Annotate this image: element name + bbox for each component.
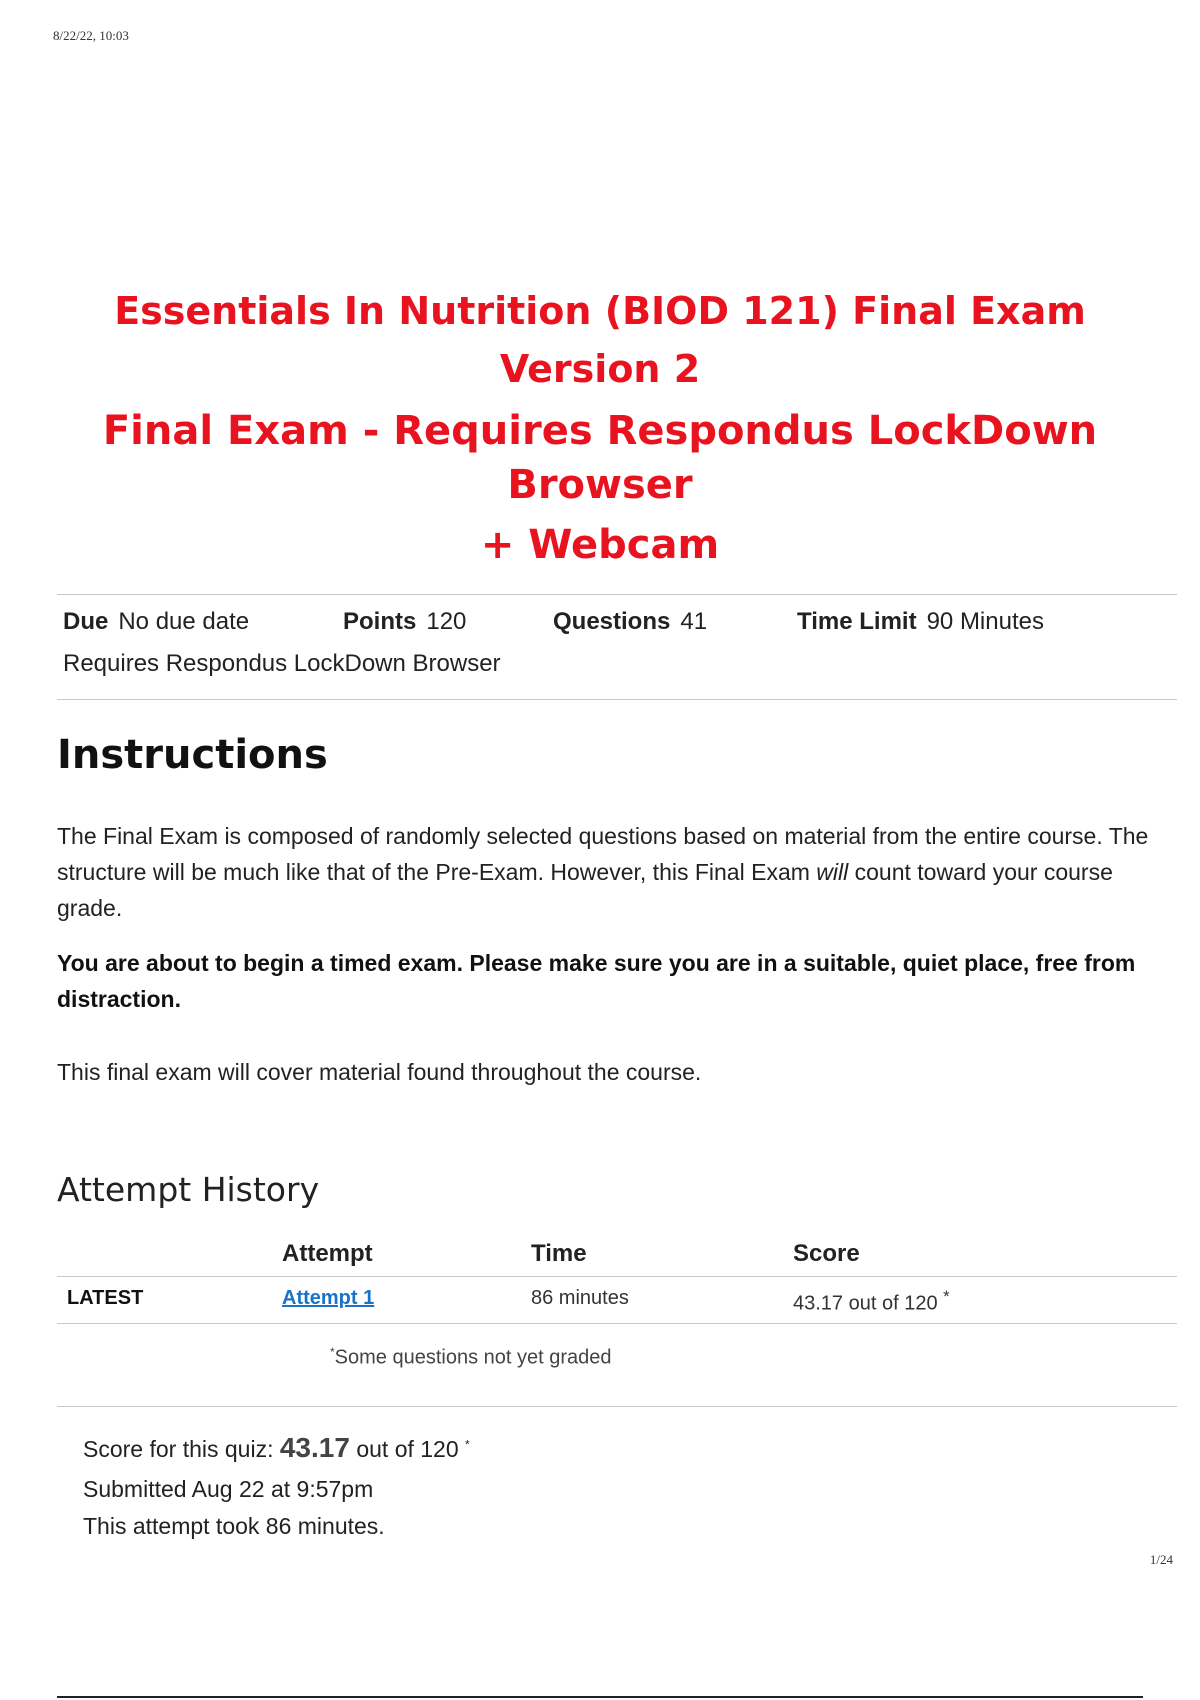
instructions-emphasis: will <box>816 859 849 885</box>
timed-exam-warning: You are about to begin a timed exam. Please make sure you are in a suitable, quiet place, free from distraction. <box>57 950 1136 1012</box>
score-value: 43.17 <box>279 1432 350 1463</box>
exam-subtitle-line1: Final Exam - Requires Respondus LockDown <box>102 408 1098 454</box>
score-suffix: out of 120 <box>349 1436 466 1462</box>
questions-value: 41 <box>680 608 708 635</box>
time-limit-value: 90 Minutes <box>926 608 1044 635</box>
divider <box>57 594 1177 595</box>
questions-label: Questions <box>553 608 671 635</box>
quiz-score <box>83 1432 470 1464</box>
attempt-score <box>793 1287 950 1316</box>
table-divider <box>57 1276 1177 1277</box>
column-header-score: Score <box>793 1240 860 1267</box>
due-value: No due date <box>118 608 250 635</box>
ungraded-footnote <box>330 1345 612 1370</box>
score-mark: * <box>465 1437 470 1452</box>
table-row <box>282 1287 374 1310</box>
instructions-text: count toward your course grade. <box>57 859 1113 921</box>
attempt-time: 86 minutes <box>531 1287 629 1309</box>
attempt-1-link[interactable]: Attempt 1 <box>282 1287 375 1309</box>
exam-title-block <box>58 282 1142 574</box>
table-divider <box>57 1323 1177 1324</box>
points-value: 120 <box>426 608 467 635</box>
column-header-attempt: Attempt <box>282 1240 373 1267</box>
submitted-time: Submitted Aug 22 at 9:57pm <box>83 1476 374 1502</box>
due-label: Due <box>63 608 109 635</box>
attempt-duration: This attempt took 86 minutes. <box>83 1513 385 1539</box>
exam-title-line1: Essentials In Nutrition (BIOD 121) Final Exam <box>114 289 1086 333</box>
page-number: 1/24 <box>1149 1552 1173 1567</box>
attempt-score-value: 43.17 out of 120 <box>793 1292 938 1315</box>
instructions-heading: Instructions <box>57 732 328 778</box>
points-label: Points <box>343 608 417 635</box>
time-limit-label: Time Limit <box>797 608 917 635</box>
footnote-mark: * <box>330 1345 335 1359</box>
instructions-text: The Final Exam is composed of randomly selected questions based on material from the entire course. The structure will be much like that of the Pre-Exam. However, this Final Exam <box>57 823 1149 885</box>
meta-due <box>63 608 249 636</box>
exam-title <box>58 282 1142 398</box>
exam-subtitle-webcam: + Webcam <box>480 522 720 568</box>
divider <box>57 699 1177 700</box>
coverage-note: This final exam will cover material found throughout the course. <box>57 1059 702 1085</box>
exam-subtitle-line2: Browser <box>507 462 693 508</box>
attempt-history-heading: Attempt History <box>57 1170 320 1209</box>
ungraded-mark: * <box>943 1287 950 1306</box>
score-prefix: Score for this quiz: <box>83 1436 280 1462</box>
page-bottom-rule <box>57 1696 1143 1698</box>
print-timestamp: 8/22/22, 10:03 <box>53 28 129 43</box>
footnote-text: Some questions not yet graded <box>334 1346 612 1369</box>
exam-title-line2: Version 2 <box>499 347 701 391</box>
meta-time-limit <box>797 608 1044 636</box>
instructions-paragraph <box>57 818 1167 926</box>
exam-subtitle <box>58 404 1142 512</box>
latest-label: LATEST <box>67 1287 144 1309</box>
meta-points <box>343 608 466 636</box>
divider <box>57 1406 1177 1407</box>
meta-questions <box>553 608 707 636</box>
column-header-time: Time <box>531 1240 587 1267</box>
lockdown-requirement: Requires Respondus LockDown Browser <box>63 650 501 677</box>
